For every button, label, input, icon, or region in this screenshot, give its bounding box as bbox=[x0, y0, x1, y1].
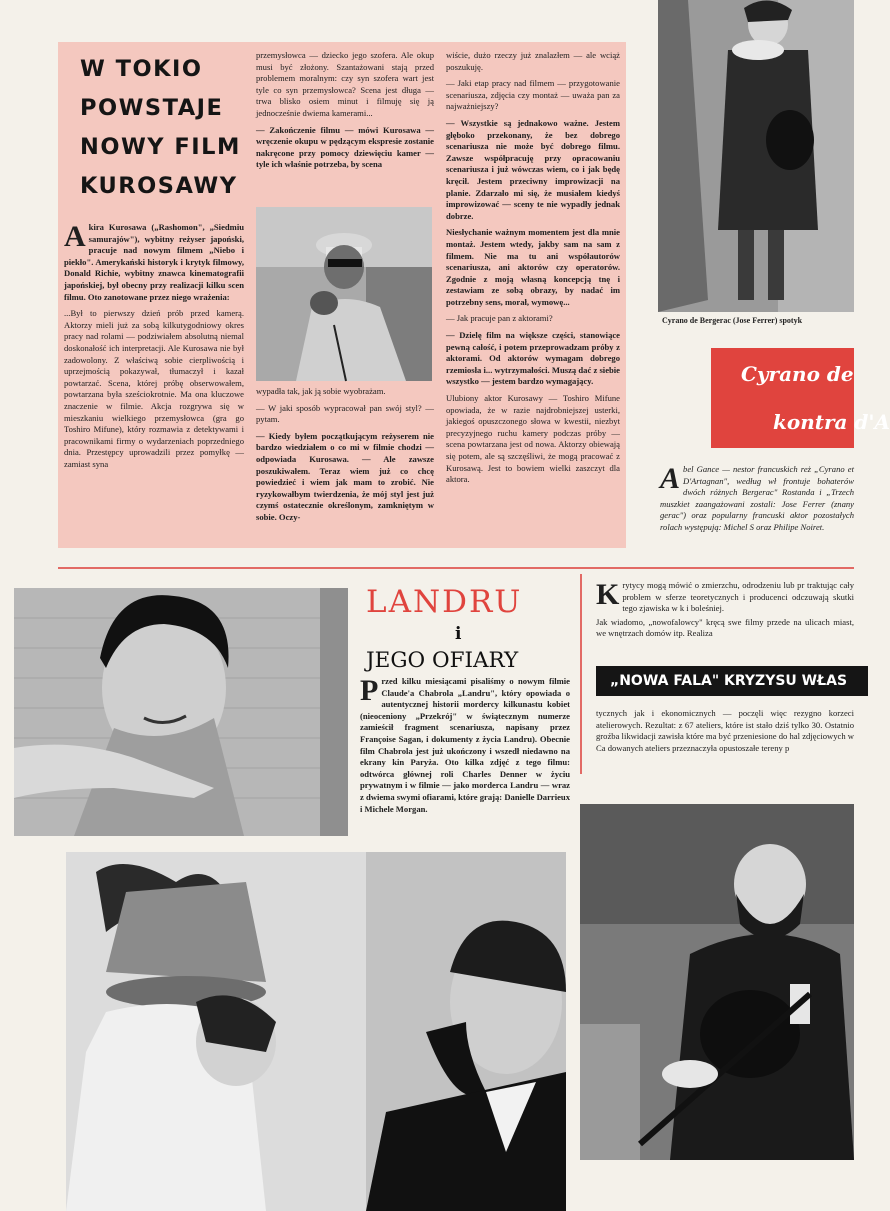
landru-victim-photo bbox=[66, 852, 566, 1211]
nowafala-dropcap: K bbox=[596, 578, 620, 611]
landru-bearded-photo bbox=[580, 804, 854, 1160]
column-divider bbox=[580, 574, 582, 774]
section-divider bbox=[58, 567, 854, 569]
kurosawa-col-1 bbox=[64, 222, 244, 546]
kurosawa-headline bbox=[80, 50, 250, 210]
landru-dropcap: P bbox=[360, 674, 379, 707]
headline-line-2: POWSTAJE bbox=[80, 95, 224, 121]
nowafala-text-bottom: tycznych jak i ekonomicznych — poczęli więc rezygno korzeci atelierowych. Rezultat: z 67 ateliers, które ist stało dziś tylko 30. Ostatnio groźba likwidacji zawisła które ma być przeniesione do hal zdjęciowych w Ca dowanych ateliers przeznaczyła opustoszałe tereny p bbox=[596, 708, 854, 753]
denner-photo-image bbox=[14, 588, 348, 836]
cyrano-title-line-1: Cyrano de bbox=[741, 362, 854, 386]
denner-photo bbox=[14, 588, 348, 836]
landru-conj: i bbox=[455, 624, 462, 644]
cyrano-caption: Cyrano de Bergerac (Jose Ferrer) spotyk bbox=[662, 316, 803, 325]
kurosawa-col-2-bottom: wypadła tak, jak ją sobie wyobrażam. — W jaki sposób wypracował pan swój styl? — pytam. — Kiedy byłem początkującym reżyserem nie bardzo wiedziałem o co mi w filmie chodzi — odpowiada Kurosawa. — Ale zawsze poszukiwałem. Teraz wiem już co chcę powiedzieć i wiem jak mam to zrobić. Nie ryzykowałbym twierdzenia, że mój styl jest już czymś ostatecznie określonym, zamkniętym w sobie. Oczy- bbox=[256, 386, 434, 522]
landru-bearded-photo-image bbox=[580, 804, 854, 1160]
kurosawa-col-2-top: przemysłowca — dziecko jego szofera. Ale okup musi być złożony. Szantażowani stają przed problemem moralnym: czy syn szofera wart jest tyle co syn przemysłowca? Scena jest długa — trwa blisko osiem minut i filmuję się ją jednocześnie dwiema kamerami... — Zakończenie filmu — mówi Kurosawa — wręczenie okupu w pędzącym ekspresie zostanie nakręcone przy pomocy dziewięciu kamer — tyle ich właśnie potrzeba, by scena bbox=[256, 50, 434, 170]
cyrano-dropcap: A bbox=[660, 462, 681, 495]
landru-victim-photo-image bbox=[66, 852, 566, 1211]
kurosawa-col1-body: ...Był to pierwszy dzień prób przed kamerą. Aktorzy mieli już za sobą kilkutygodniowy okres pracy nad rolami — podziwiałem absolutną niemal doskonałość ich interpretacji. Ale Kurosawa nie był zadowolony. Z właściwą sobie cierpliwością i uprzejmością pokazywał, tłumaczył i kazał powtarzać. Scena, której próbę obserwowałem, powtarzana była sześciokrotnie. Ma ona kluczowe znaczenie w filmie. Akcja rozgrywa się w mieszkaniu wielkiego przemysłowca (gra go Toshiro Mifune), który rozmawia z detektywami i pracownikami firmy o wydarzeniach poprzedniego dnia. Przestępcy uprowadzili przez pomyłkę — zamiast syna bbox=[64, 308, 244, 469]
cyrano-photo-image bbox=[658, 0, 854, 312]
kurosawa-photo-image bbox=[256, 207, 432, 381]
kurosawa-photo bbox=[256, 207, 432, 381]
cyrano-title-line-2: kontra d'A bbox=[773, 410, 890, 434]
cyrano-title-band bbox=[711, 348, 890, 448]
kurosawa-dropcap: A bbox=[64, 220, 86, 253]
nowafala-title-band: „NOWA FALA" KRYZYSU WŁAS bbox=[596, 666, 868, 696]
landru-text: Przed kilku miesiącami pisaliśmy o nowym filmie Claude'a Chabrola „Landru", który opowiada o autentycznej historii mordercy kilkunastu kobiet (nieoceniony „Przekrój" w świątecznym numerze zamieścił fragment scenariusza, napisany przez Françoise Sagan, i dokumenty z życia Landru). Obecnie film Chabrola jest już ukończony i wszedł niedawno na ekrany kin Paryża. Oto kilka zdjęć z tego filmu: odtwórca głównej roli Charles Denner w życiu prywatnym i w filmie — jako morderca Landru — wraz z dwiema swymi ofiarami, które grają: Danielle Darrieux i Michele Morgan. bbox=[360, 674, 570, 814]
headline-line-1: W TOKIO bbox=[80, 56, 203, 82]
landru-subtitle: JEGO OFIARY bbox=[366, 648, 519, 673]
headline-line-4: KUROSAWY bbox=[80, 173, 238, 199]
headline-line-3: NOWY FILM bbox=[80, 134, 241, 160]
cyrano-photo bbox=[658, 0, 854, 312]
kurosawa-col-3: wiście, dużo rzeczy już znalazłem — ale wciąż poszukuję. — Jaki etap pracy nad filmem — przygotowanie scenariusza, zdjęcia czy montaż — uważa pan za najważniejszy? — Wszystkie są jednakowo ważne. Jestem głęboko przekonany, że bez dobrego scenariusza nie może być dobrego filmu. Zawsze współpracuję przy opracowaniu scenariusza i już wówczas wiem, co i jak będę kręcił. Jestem przeciwny improwizacji na planie. Zdarzało mi się, że musiałem kiedyś improwizować — sceny te nie wypadły jednak dobrze. Niesłychanie ważnym momentem jest dla mnie montaż. Jestem wtedy, jakby sam na sam z filmem. Nie ma tu ani współautorów scenariusza, ani aktorów czy operatorów. Zgodnie z moją własną koncepcją tnę i zestawiam ze sobą obrazy, by nadać im potrzebny sens, morał, wymowę... — Jak pracuje pan z aktorami? — Dzielę film na większe części, stanowiące pewną całość, i potem przeprowadzam próby z aktorami. Od aktorów wymagam dobrego rzemiosła i... wytrzymałości. Muszą dać z siebie wszystko — jestem bardzo wymagający. Ulubiony aktor Kurosawy — Toshiro Mifune opowiada, że w razie najdrobniejszej usterki, jakiegoś opuszczonego słowa w kwestii, niezbyt precyzyjnego ruchu kamery podczas próby — scena powtarzana jest od nowa. Aktorzy obiewają się potem, ale są szczęśliwi, że mogą pracować z Kurosawą. Jest to bowiem wielki zaszczyt dla aktora. bbox=[446, 50, 620, 485]
cyrano-text: Abel Gance — nestor francuskich reż „Cyrano et D'Artagnan", według wł frontuje bohaterów dwóch różnych Bergerac" Rostanda i „Trzech muszkiet zaangażowani zostali: Jose Ferrer (znany gerac") oraz popularny francuski aktor pozostałych rolach występują: Michel S oraz Philipe Noiret. bbox=[660, 462, 854, 532]
kurosawa-intro: Akira Kurosawa („Rashomon", „Siedmiu samurajów"), wybitny reżyser japoński, pracuje nad nowym filmem „Niebo i piekło". Amerykański historyk i krytyk filmowy, Donald Richie, wybitny znawca kinematografii japońskiej, był obecny przy realizacji kilku scen filmu. Oto zanotowane przez niego wrażenia: bbox=[64, 220, 244, 302]
nowafala-text-top: Krytycy mogą mówić o zmierzchu, odrodzeniu lub pr traktując cały problem w sferze teoretycznych i producenci odczuwają skutki tego zjawiska w k i boleśniej. Jak wiadomo, „nowofalowcy" kręcą swe filmy przede na ulicach miast, we wnętrzach domów itp. Realiza bbox=[596, 578, 854, 639]
landru-title: LANDRU bbox=[366, 584, 523, 620]
